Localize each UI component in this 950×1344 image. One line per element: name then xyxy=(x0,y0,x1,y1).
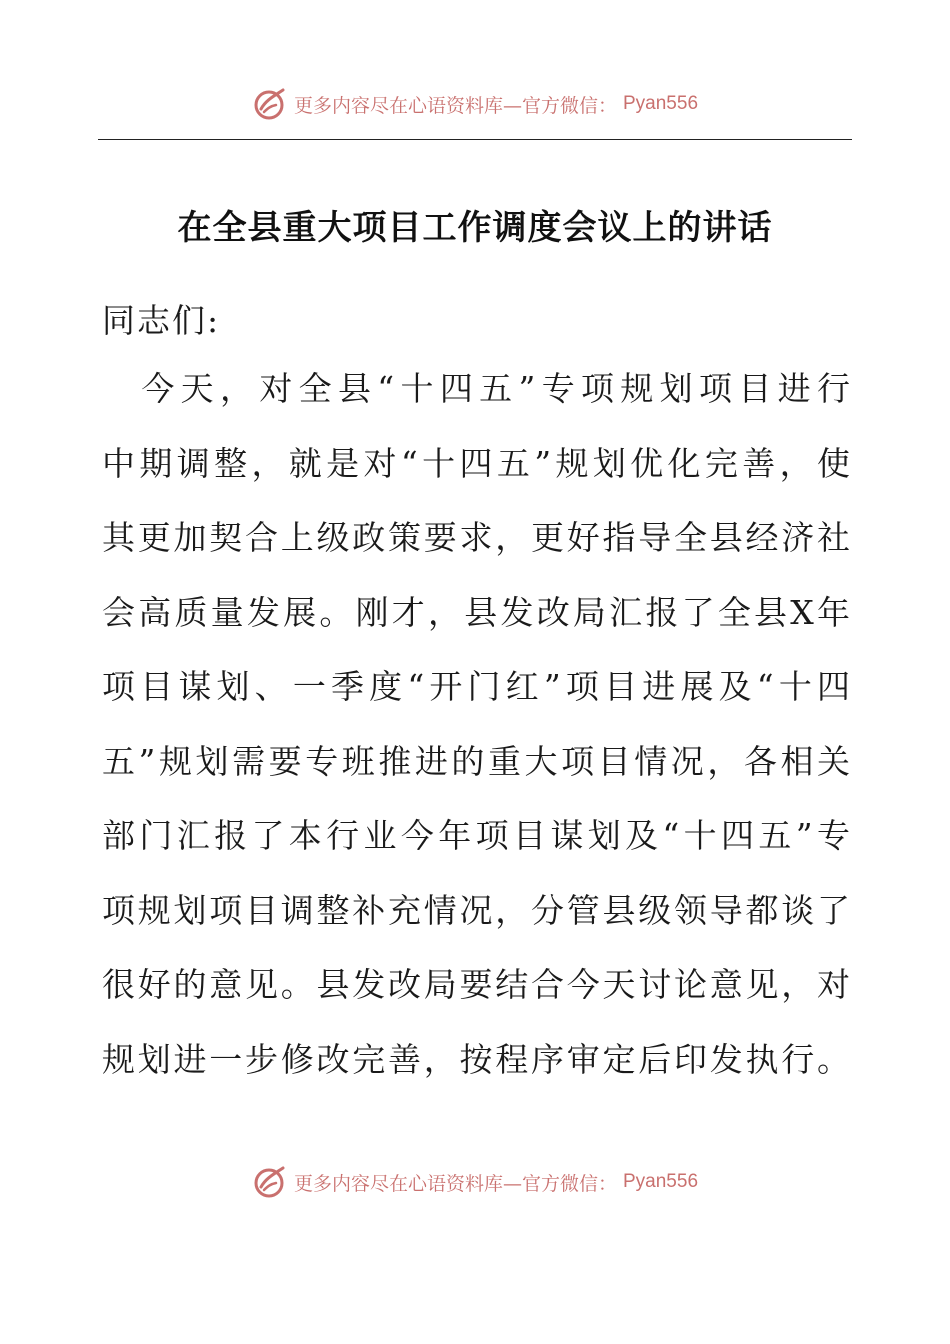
brush-circle-icon xyxy=(252,86,288,122)
footer-watermark xyxy=(0,1164,950,1200)
paragraph-line: 会高质量发展。刚才，县发改局汇报了全县X年 xyxy=(102,592,850,632)
paragraph-line: 今天，对全县“十四五”专项规划项目进行 xyxy=(102,369,850,408)
watermark-text: 更多内容尽在心语资料库—官方微信： xyxy=(293,94,617,117)
header-watermark xyxy=(0,86,950,122)
document-title: 在全县重大项目工作调度会议上的讲话 xyxy=(177,208,773,248)
watermark-handle: Pyan556 xyxy=(623,93,699,114)
body-paragraph xyxy=(102,352,850,1097)
watermark-text: 更多内容尽在心语资料库—官方微信： xyxy=(293,1172,617,1195)
paragraph-line: 其更加契合上级政策要求，更好指导全县经济社 xyxy=(102,518,850,557)
paragraph-line: 项规划项目调整补充情况，分管县级领导都谈了 xyxy=(102,890,850,930)
salutation: 同志们: xyxy=(102,301,221,340)
paragraph-line: 规划进一步修改完善，按程序审定后印发执行。 xyxy=(102,1039,850,1079)
header-divider xyxy=(98,139,852,140)
paragraph-line: 很好的意见。县发改局要结合今天讨论意见，对 xyxy=(102,965,850,1004)
watermark-handle: Pyan556 xyxy=(623,1171,699,1192)
paragraph-line: 部门汇报了本行业今年项目谋划及“十四五”专 xyxy=(102,816,850,855)
paragraph-line: 项目谋划、一季度“开门红”项目进展及“十四 xyxy=(102,667,850,706)
paragraph-line: 五”规划需要专班推进的重大项目情况，各相关 xyxy=(102,741,850,781)
paragraph-line: 中期调整，就是对“十四五”规划优化完善，使 xyxy=(102,443,850,483)
brush-circle-icon xyxy=(252,1164,288,1200)
